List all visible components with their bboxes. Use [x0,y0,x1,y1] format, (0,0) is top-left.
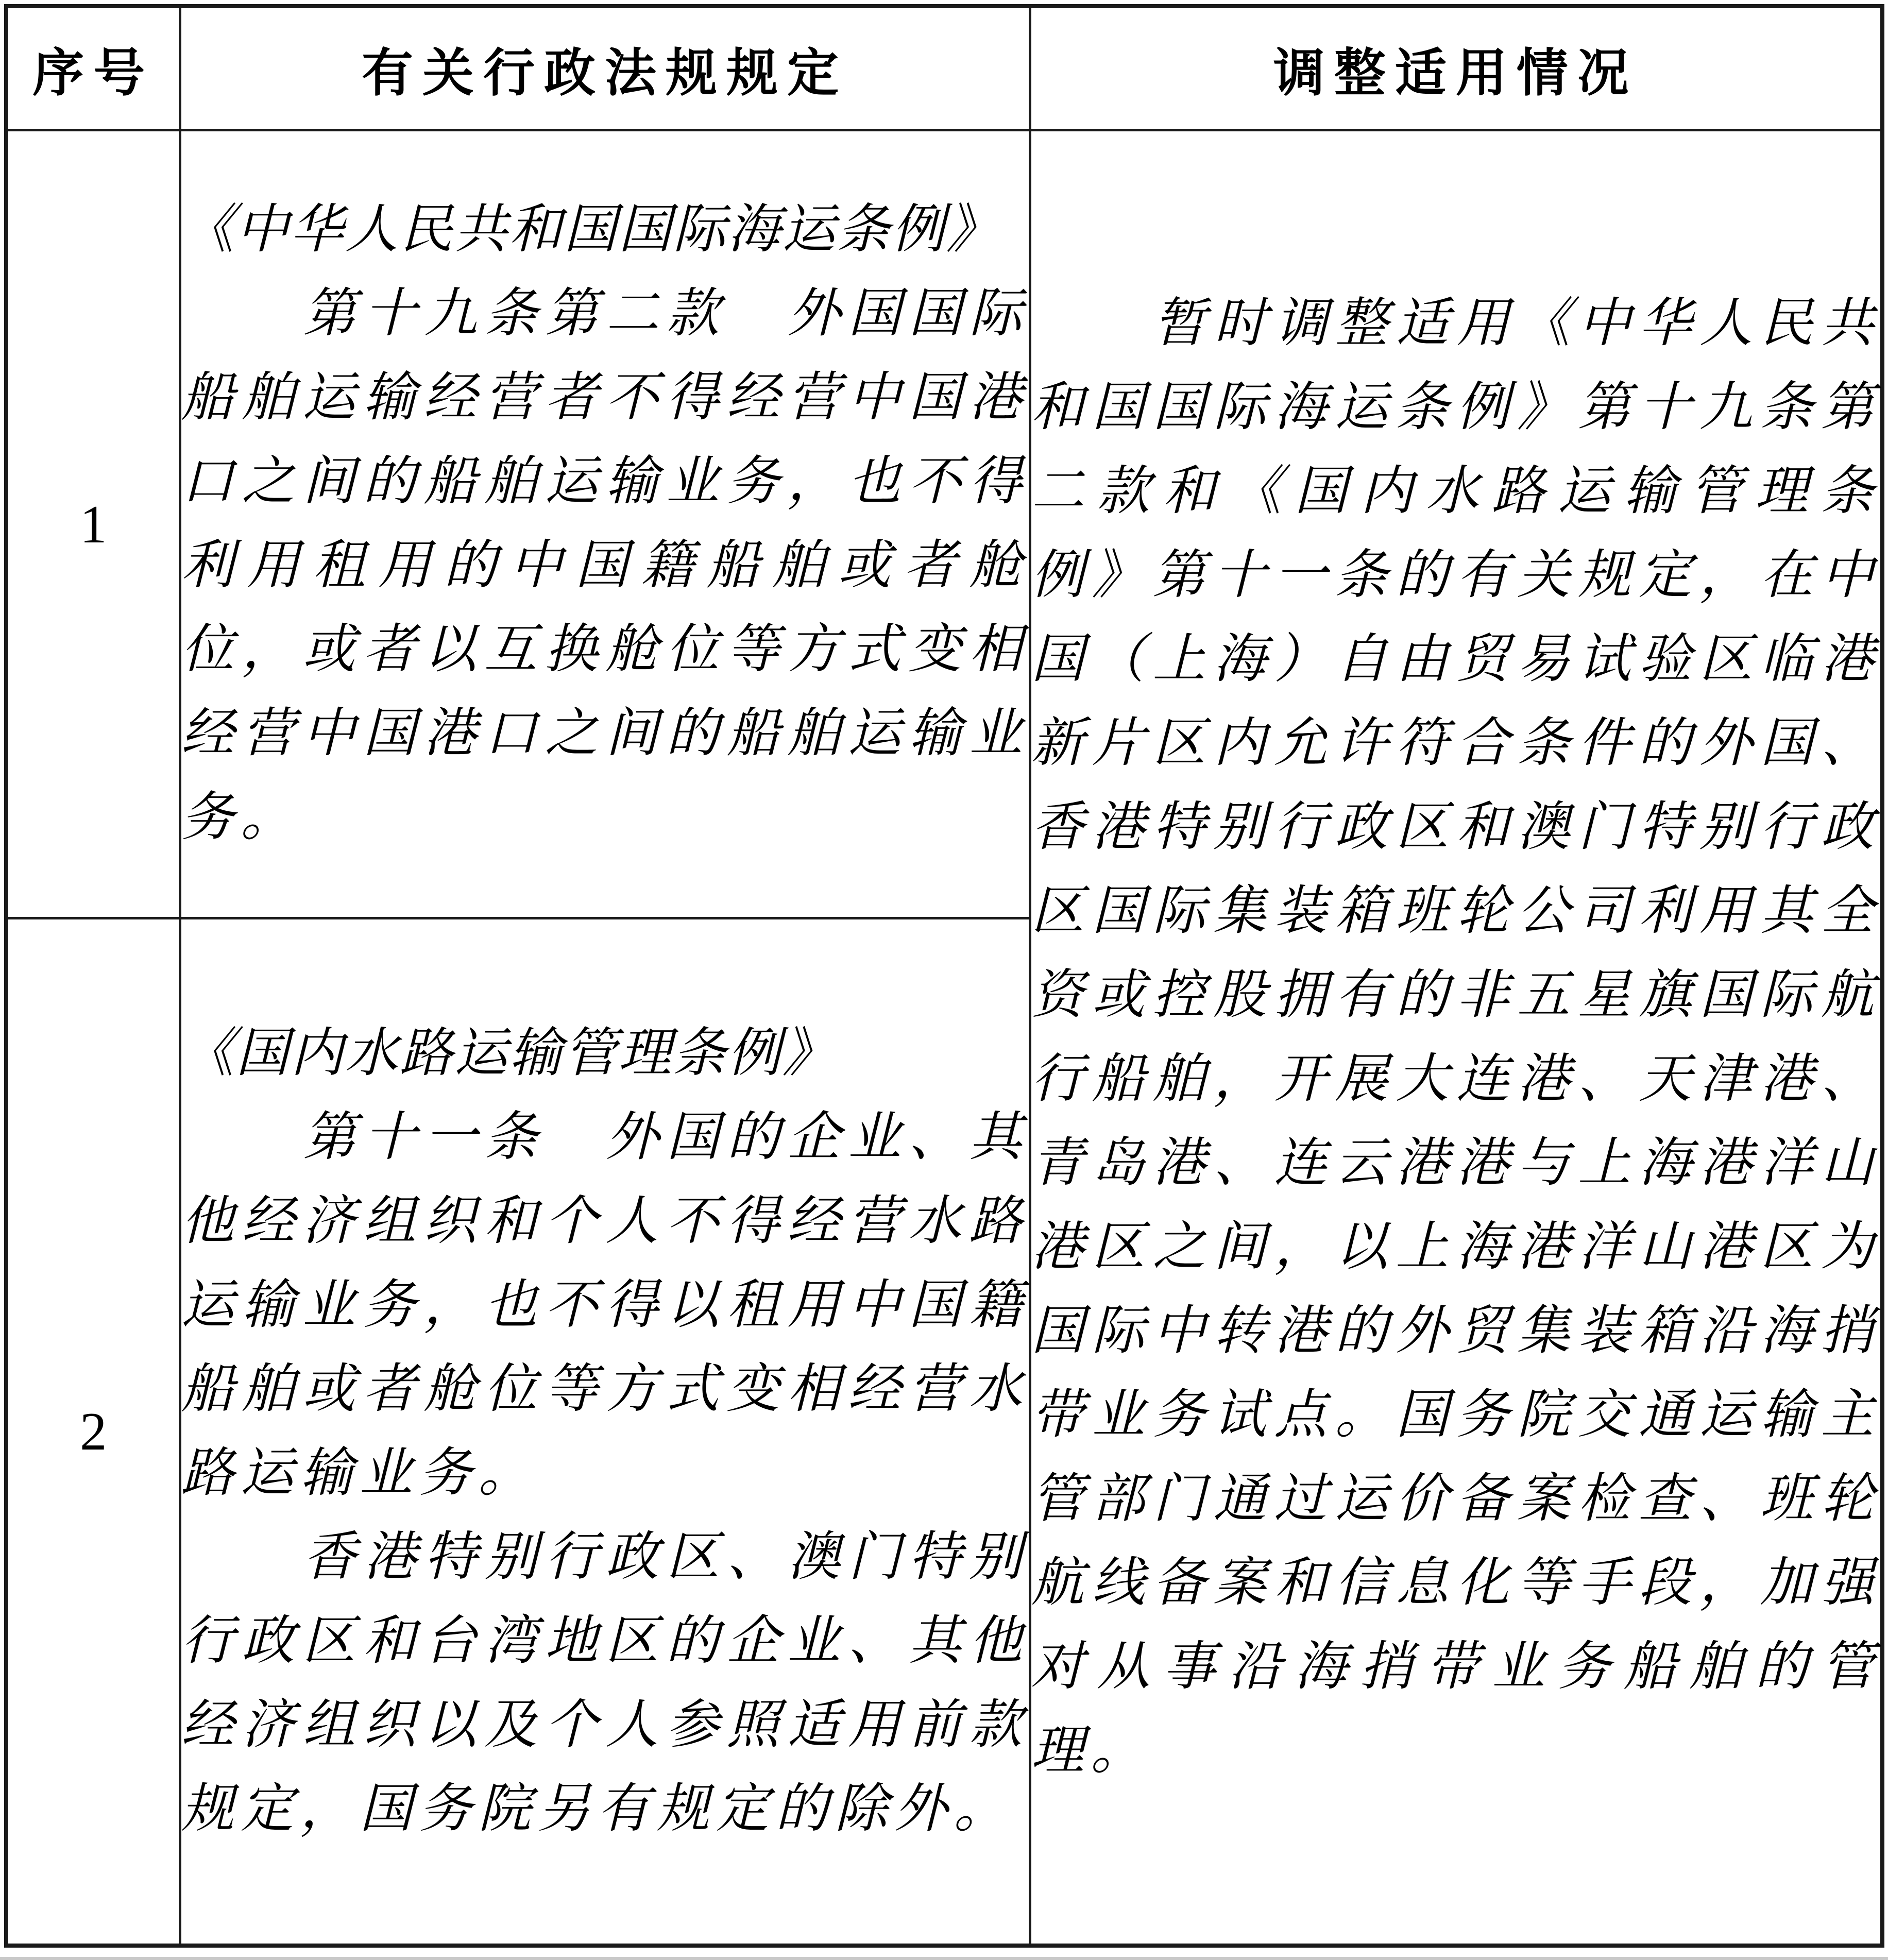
adjustment-cell [1030,130,1882,1946]
header-regulation: 有关行政法规规定 [180,6,1030,130]
adjustment-paragraph: 暂时调整适用《中华人民共和国国际海运条例》第十九条第二款和《国内水路运输管理条例》第十一条的有关规定，在中国（上海）自由贸易试验区临港新片区内允许符合条件的外国、香港特别行政区和澳门特别行政区国际集装箱班轮公司利用其全资或控股拥有的非五星旗国际航行船舶，开展大连港、天津港、青岛港、连云港港与上海港洋山港区之间，以上海港洋山港区为国际中转港的外贸集装箱沿海捎带业务试点。国务院交通运输主管部门通过运价备案检查、班轮航线备案和信息化等手段，加强对从事沿海捎带业务船舶的管理。 [1031,294,1880,1780]
regulation-1-paragraph: 第十九条第二款 外国国际船舶运输经营者不得经营中国港口之间的船舶运输业务，也不得利用租用的中国籍船舶或者舱位，或者以互换舱位等方式变相经营中国港口之间的船舶运输业务。 [181,284,1029,847]
row-1-regulation-cell [180,130,1030,918]
page-edge-shadow [0,1957,1888,1960]
regulation-2-title: 《国内水路运输管理条例》 [181,1024,837,1083]
regulation-adjustment-table [4,4,1884,1948]
header-index: 序号 [6,6,180,130]
row-1-index: 1 [6,130,180,918]
row-1-regulation-text [181,188,1029,860]
row-2-index: 2 [6,918,180,1946]
table-row [6,130,1882,918]
regulation-1-title: 《中华人民共和国国际海运条例》 [181,200,1001,259]
regulation-2-paragraph-1: 第十一条 外国的企业、其他经济组织和个人不得经营水路运输业务，也不得以租用中国籍船舶或者舱位等方式变相经营水路运输业务。 [181,1107,1029,1503]
regulation-2-paragraph-2: 香港特别行政区、澳门特别行政区和台湾地区的企业、其他经济组织以及个人参照适用前款规定，国务院另有规定的除外。 [181,1527,1029,1838]
row-2-regulation-text [181,1012,1029,1851]
adjustment-text [1031,282,1881,1793]
table-header-row [6,6,1882,130]
row-2-regulation-cell [180,918,1030,1946]
header-adjustment: 调整适用情况 [1030,6,1882,130]
